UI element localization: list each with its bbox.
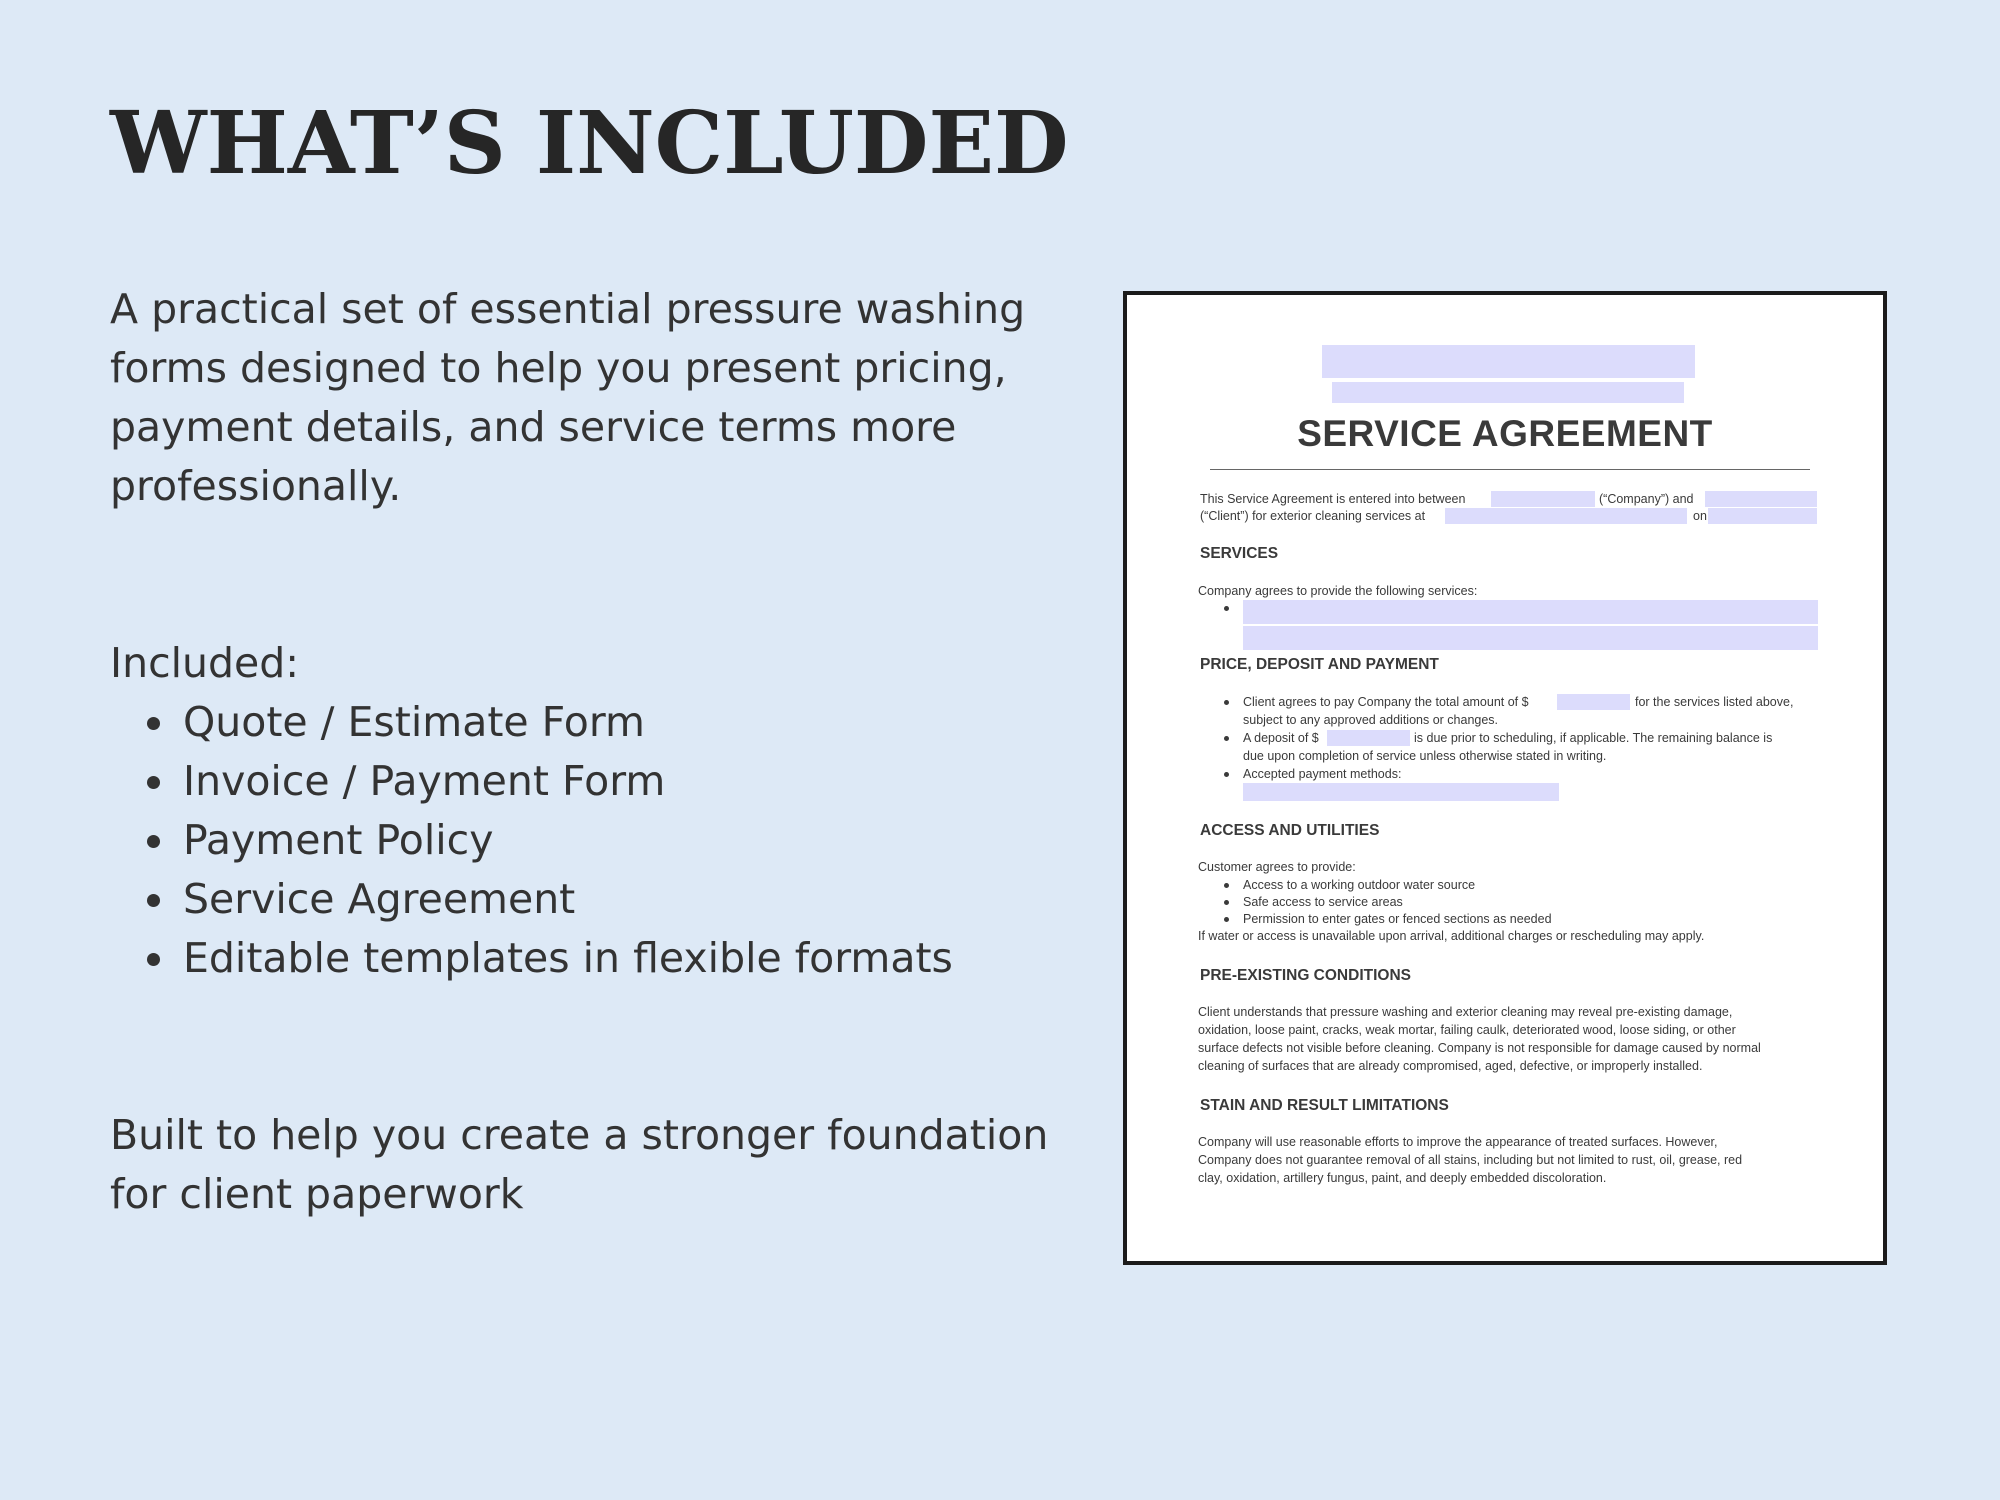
document-preview	[1123, 291, 1887, 1265]
payment-methods-field	[1243, 783, 1559, 801]
intro-line-2b: on	[1693, 509, 1707, 523]
intro-line-1b: (“Company”) and	[1599, 492, 1694, 506]
access-item-3: Permission to enter gates or fenced sections as needed	[1243, 912, 1552, 926]
price-b2c: due upon completion of service unless otherwise stated in writing.	[1243, 749, 1607, 763]
included-list	[110, 693, 1110, 988]
price-b2b: is due prior to scheduling, if applicable. The remaining balance is	[1414, 731, 1773, 745]
intro-line-1a: This Service Agreement is entered into between	[1200, 492, 1466, 506]
pre-heading: PRE-EXISTING CONDITIONS	[1200, 967, 1411, 984]
total-amount-field	[1557, 694, 1630, 710]
access-item-1: Access to a working outdoor water source	[1243, 878, 1476, 892]
pre-line-1: Client understands that pressure washing and exterior cleaning may reveal pre-existing damage,	[1198, 1005, 1733, 1019]
company-field	[1491, 491, 1595, 507]
price-b3: Accepted payment methods:	[1243, 767, 1402, 781]
services-heading: SERVICES	[1200, 545, 1279, 562]
price-b1a: Client agrees to pay Company the total amount of $	[1243, 695, 1529, 709]
access-text: Customer agrees to provide:	[1198, 860, 1356, 874]
price-b1c: subject to any approved additions or changes.	[1243, 713, 1499, 727]
header-placeholder-1	[1322, 345, 1695, 378]
services-field-1	[1243, 600, 1818, 624]
access-bullet-3	[1224, 917, 1229, 922]
included-label: Included:	[110, 639, 300, 687]
stain-line-2: Company does not guarantee removal of all stains, including but not limited to rust, oil, grease, red	[1198, 1153, 1743, 1167]
access-heading: ACCESS AND UTILITIES	[1200, 822, 1380, 839]
access-item-2: Safe access to service areas	[1243, 895, 1403, 909]
intro-line-2a: (“Client”) for exterior cleaning services at	[1200, 509, 1426, 523]
list-item: Invoice / Payment Form	[183, 752, 1110, 811]
list-item: Service Agreement	[183, 870, 1110, 929]
pre-line-4: cleaning of surfaces that are already compromised, aged, defective, or improperly installed.	[1198, 1059, 1703, 1073]
pre-line-3: surface defects not visible before cleaning. Company is not responsible for damage caused by normal	[1198, 1041, 1761, 1055]
header-placeholder-2	[1332, 382, 1684, 403]
list-item: Quote / Estimate Form	[183, 693, 1110, 752]
list-item: Payment Policy	[183, 811, 1110, 870]
list-item: Editable templates in flexible formats	[183, 929, 1110, 988]
address-field	[1445, 508, 1687, 524]
pre-line-2: oxidation, loose paint, cracks, weak mortar, failing caulk, deteriorated wood, loose siding, or other	[1198, 1023, 1736, 1037]
price-bullet-2	[1224, 736, 1229, 741]
date-field	[1708, 508, 1817, 524]
description-column	[110, 280, 1110, 1224]
services-field-2	[1243, 626, 1818, 650]
price-bullet-3	[1224, 772, 1229, 777]
deposit-field	[1327, 730, 1410, 746]
price-b1b: for the services listed above,	[1635, 695, 1794, 709]
page-title: WHAT’S INCLUDED	[110, 93, 1069, 194]
outro-paragraph: Built to help you create a stronger foundation for client paperwork	[110, 1111, 1049, 1218]
access-bullet-2	[1224, 900, 1229, 905]
intro-paragraph: A practical set of essential pressure washing forms designed to help you present pricing, payment details, and service terms more professionally.	[110, 285, 1026, 510]
price-bullet-1	[1224, 700, 1229, 705]
client-name-field	[1705, 491, 1817, 507]
access-bullet-1	[1224, 883, 1229, 888]
price-b2a: A deposit of $	[1243, 731, 1319, 745]
services-bullet	[1224, 606, 1229, 611]
services-text: Company agrees to provide the following services:	[1198, 584, 1478, 598]
access-note: If water or access is unavailable upon arrival, additional charges or rescheduling may apply.	[1198, 929, 1705, 943]
price-heading: PRICE, DEPOSIT AND PAYMENT	[1200, 656, 1439, 673]
stain-line-1: Company will use reasonable efforts to improve the appearance of treated surfaces. However,	[1198, 1135, 1718, 1149]
document-title: SERVICE AGREEMENT	[1297, 413, 1713, 454]
stain-heading: STAIN AND RESULT LIMITATIONS	[1200, 1097, 1449, 1114]
stain-line-3: clay, oxidation, artillery fungus, paint, and deeply embedded discoloration.	[1198, 1171, 1607, 1185]
title-divider	[1210, 469, 1810, 470]
